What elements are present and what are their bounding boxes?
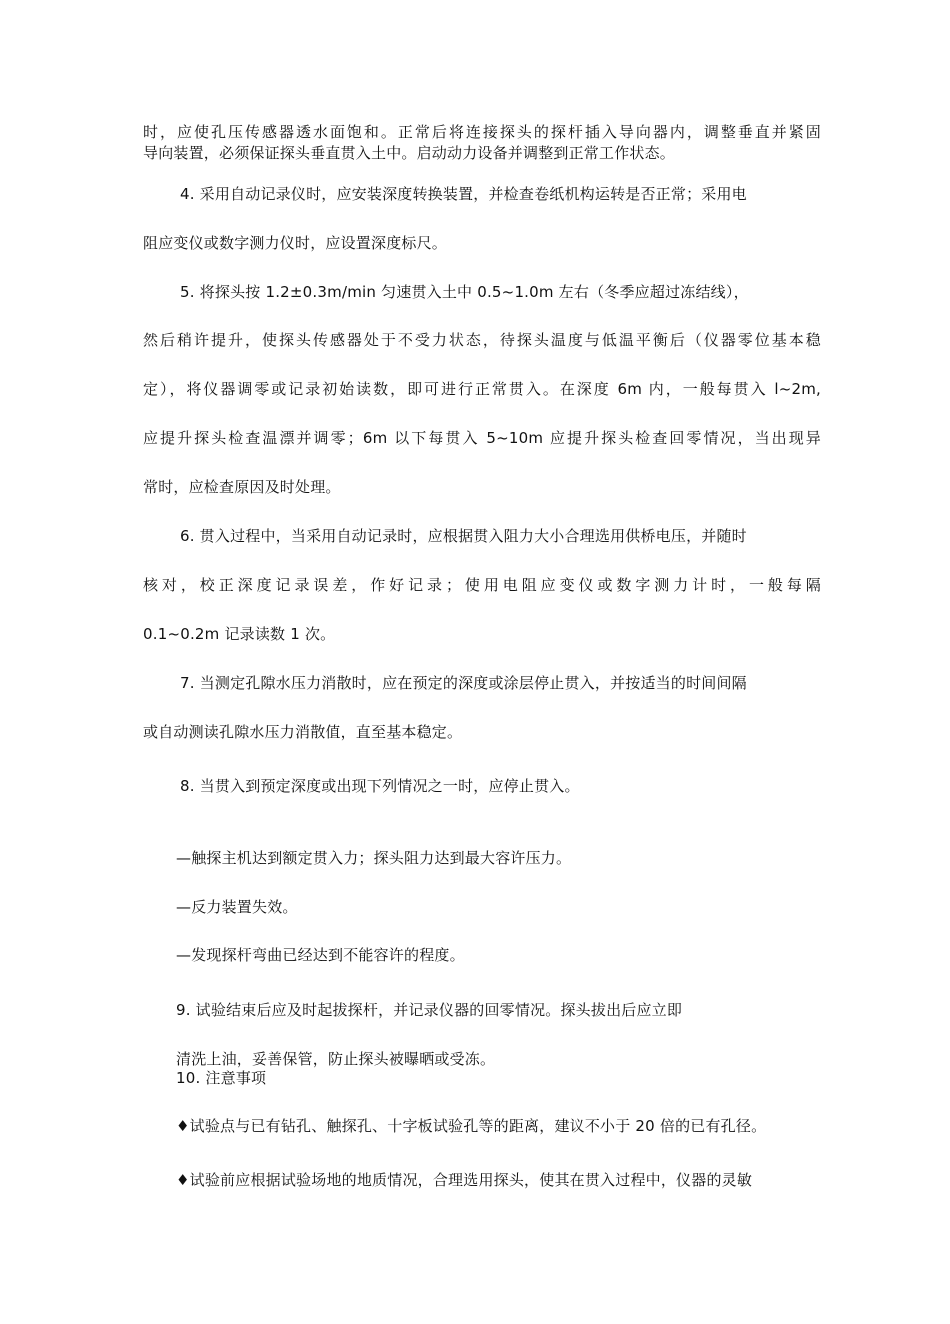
paragraph-line: 或自动测读孔隙水压力消散值，直至基本稳定。 <box>143 723 463 741</box>
paragraph-line: 阻应变仪或数字测力仪时，应设置深度标尺。 <box>143 234 448 252</box>
paragraph-line: 核对，校正深度记录误差，作好记录；使用电阻应变仪或数字测力计时，一般每隔 <box>143 576 821 594</box>
paragraph-line: 应提升探头检查温漂并调零；6m 以下每贯入 5~10m 应提升探头检查回零情况，当出现异 <box>143 429 821 447</box>
paragraph-line: 常时，应检查原因及时处理。 <box>143 478 341 496</box>
dash-item: —发现探杆弯曲已经达到不能容许的程度。 <box>176 946 465 964</box>
paragraph-line: 清洗上油，妥善保管，防止探头被曝晒或受冻。 <box>176 1050 496 1068</box>
bullet-item: ♦试验前应根据试验场地的地质情况，合理选用探头，使其在贯入过程中，仪器的灵敏 <box>176 1171 753 1189</box>
paragraph-line: 导向装置，必须保证探头垂直贯入土中。启动动力设备并调整到正常工作状态。 <box>143 144 676 162</box>
item-7-line: 7. 当测定孔隙水压力消散时，应在预定的深度或涂层停止贯入，并按适当的时间间隔 <box>180 674 747 692</box>
item-4-line: 4. 采用自动记录仪时，应安装深度转换装置，并检查卷纸机构运转是否正常；采用电 <box>180 185 747 203</box>
paragraph-line: 定），将仪器调零或记录初始读数，即可进行正常贯入。在深度 6m 内，一般每贯入 l~2m, <box>143 380 821 398</box>
paragraph-line: 时，应使孔压传感器透水面饱和。正常后将连接探头的探杆插入导向器内，调整垂直并紧固 <box>143 123 821 141</box>
item-10-heading: 10. 注意事项 <box>176 1069 267 1087</box>
item-8-line: 8. 当贯入到预定深度或出现下列情况之一时，应停止贯入。 <box>180 777 580 795</box>
paragraph-line: 然后稍许提升，使探头传感器处于不受力状态，待探头温度与低温平衡后（仪器零位基本稳 <box>143 331 821 349</box>
bullet-item: ♦试验点与已有钻孔、触探孔、十字板试验孔等的距离，建议不小于 20 倍的已有孔径。 <box>176 1117 767 1135</box>
item-6-line: 6. 贯入过程中，当采用自动记录时，应根据贯入阻力大小合理选用供桥电压，并随时 <box>180 527 747 545</box>
dash-item: —反力装置失效。 <box>176 898 298 916</box>
dash-item: —触探主机达到额定贯入力；探头阻力达到最大容许压力。 <box>176 849 572 867</box>
paragraph-line: 0.1~0.2m 记录读数 1 次。 <box>143 625 336 643</box>
item-5-line: 5. 将探头按 1.2±0.3m/min 匀速贯入土中 0.5~1.0m 左右（冬季应超过冻结线）， <box>180 283 749 301</box>
item-9-line: 9. 试验结束后应及时起拔探杆，并记录仪器的回零情况。探头拔出后应立即 <box>176 1001 683 1019</box>
